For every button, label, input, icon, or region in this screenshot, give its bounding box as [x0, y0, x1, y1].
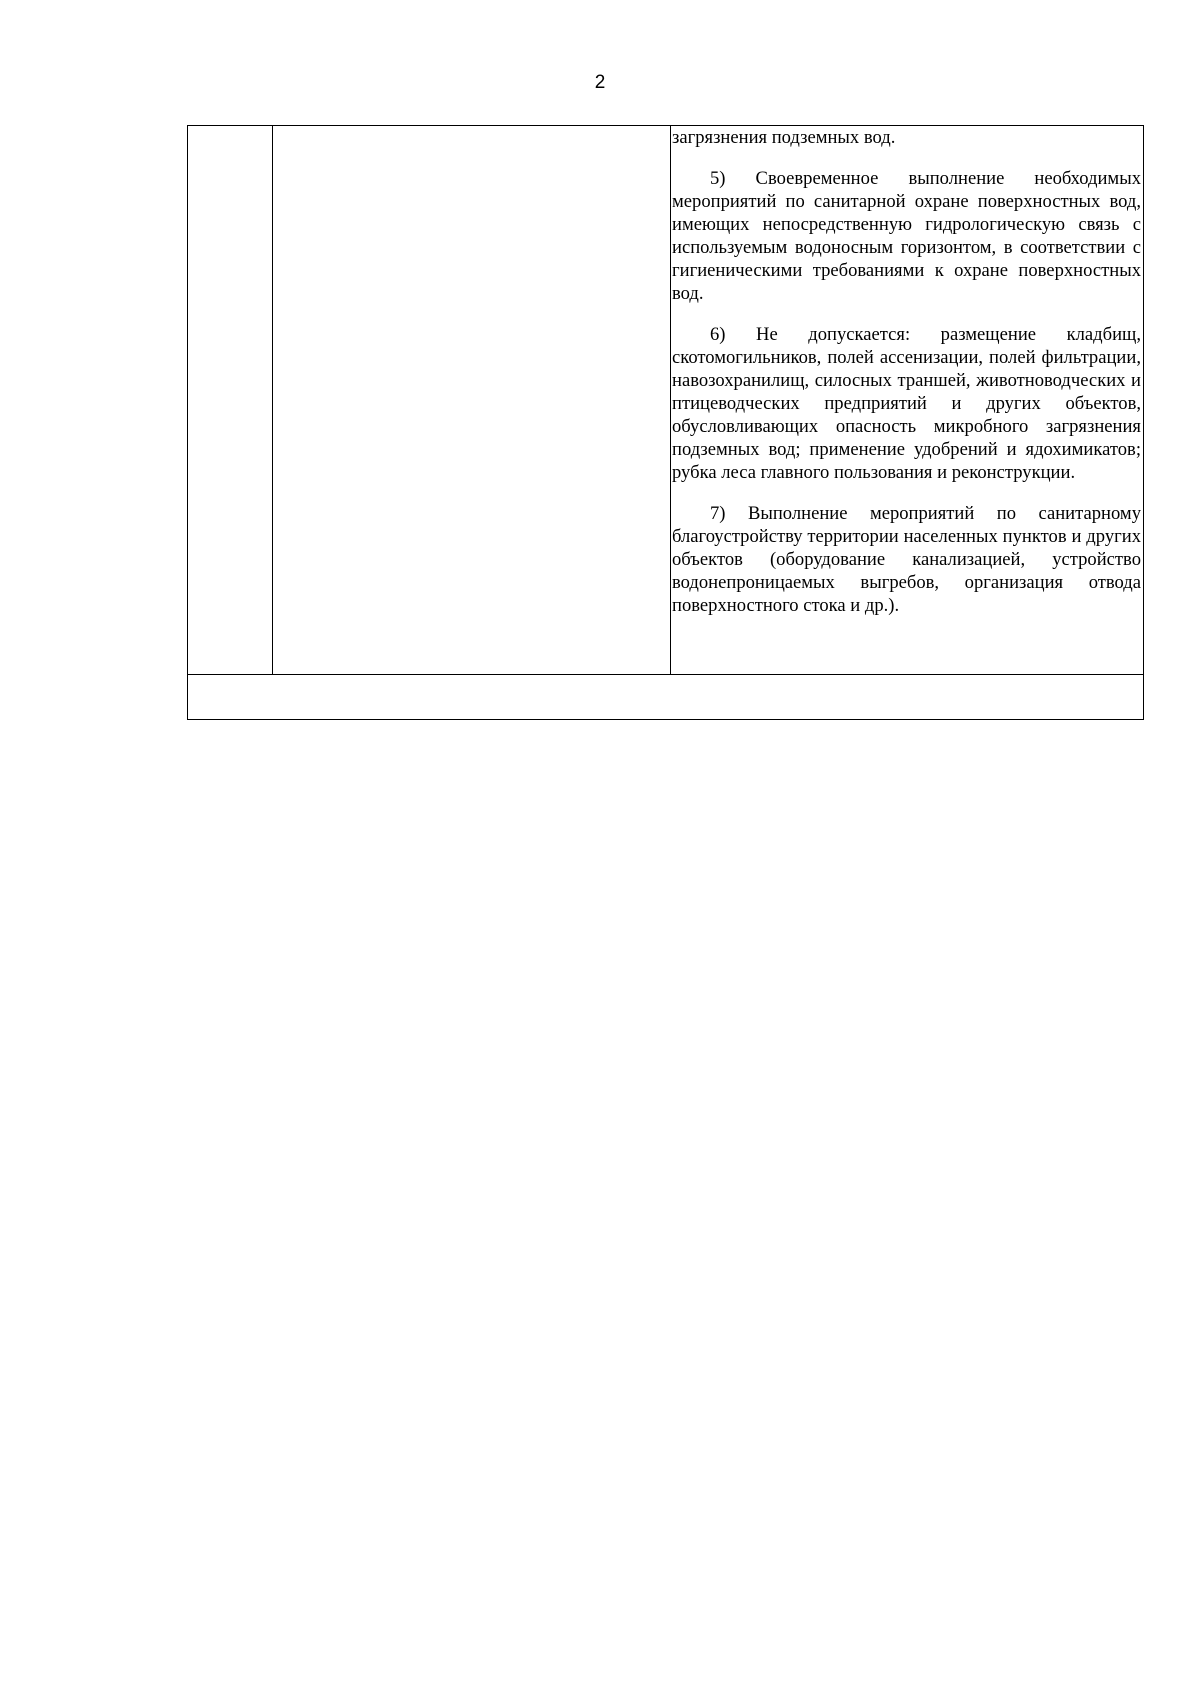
measure-paragraph: 6) Не допускается: размещение кладбищ, скотомогильников, полей ассенизации, полей фильтрации, навозохранилищ, силосных траншей, животноводческих и птицеводческих предприятий и других объектов, обусловливающих опасность микробного загрязнения подземных вод; применение удобрений и ядохимикатов; рубка леса главного пользования и реконструкции. [672, 324, 1141, 483]
empty-cell [188, 675, 1144, 720]
measures-cell [671, 126, 1144, 675]
number-cell [188, 126, 273, 675]
table-row [188, 126, 1144, 675]
page-number: 2 [594, 72, 606, 93]
sanitary-protection-table [187, 125, 1144, 720]
measure-paragraph: 7) Выполнение мероприятий по санитарному благоустройству территории населенных пунктов и других объектов (оборудование канализацией, устройство водонепроницаемых выгребов, организация отвода поверхностного стока и др.). [672, 503, 1141, 616]
zone-cell [273, 126, 671, 675]
table-row-empty [188, 675, 1144, 720]
measure-paragraph: 5) Своевременное выполнение необходимых мероприятий по санитарной охране поверхностных вод, имеющих непосредственную гидрологическую связь с используемым водоносным горизонтом, в соответствии с гигиеническими требованиями к охране поверхностных вод. [672, 168, 1141, 304]
measure-paragraph: загрязнения подземных вод. [672, 127, 896, 148]
